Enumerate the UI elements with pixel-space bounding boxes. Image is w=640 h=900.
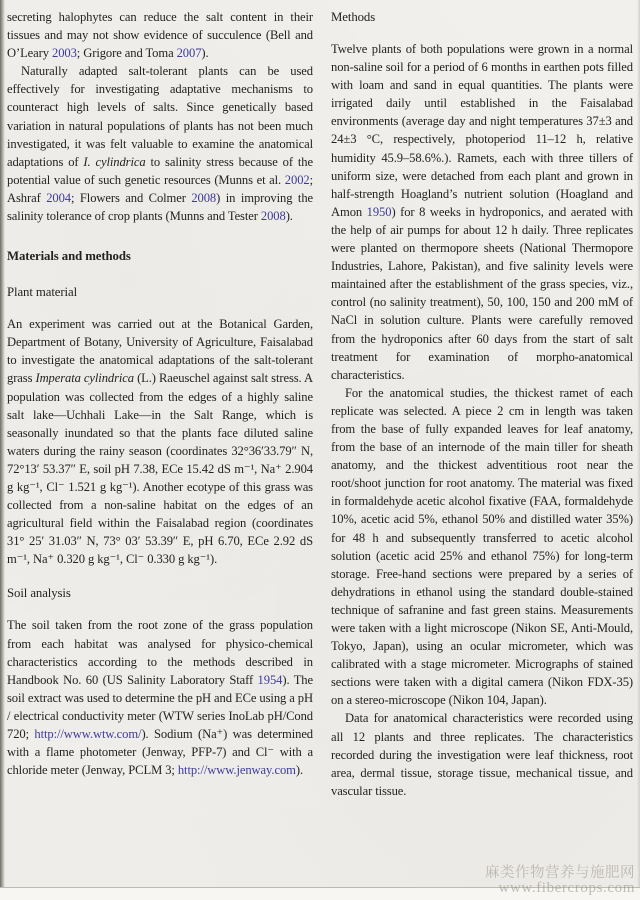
citation-link[interactable]: 1954 — [257, 672, 283, 687]
text-segment: Twelve plants of both populations were grown in a normal non-saline soil for a period of 6 months in earthen pots filled with loam and sand in equal quantities. The plants were irrigated daily until established in the Faisalabad environments (average day and night temperatures 37±3 and 24±3 °C, respectively, photoperiod 11–12 h, relative humidity 45.9–58.6%.). Ramets, each with three tillers of uniform size, were detached from each plant and grown in half-strength Hoagland’s nutrient solution (Hoagland and Amon — [331, 42, 633, 219]
paragraph-anatomical-studies — [331, 384, 633, 710]
text-segment: An experiment was carried out at the Botanical Garden, Department of Botany, University of Agriculture, Faisalabad to investigate the anatomical adaptations of the salt-tolerant grass — [7, 317, 313, 386]
text-segment: secreting halophytes can reduce the salt content in their tissues and may not show evidence of succulence (Bell and O’Leary — [7, 10, 313, 61]
citation-link[interactable]: 2002 — [284, 172, 310, 187]
paragraph-soil-analysis — [7, 616, 313, 779]
text-segment: For the anatomical studies, the thickest ramet of each replicate was selected. A piece 2 cm in length was taken from the base of fully expanded leaves for leaf anatomy, from the base of an internode of the main tiller for sheath anatomy, and the thickest adventitious root near the root/shoot junction for root anatomy. The material was fixed in formaldehyde acetic alcohol fixative (FAA, formaldehyde 10%, acetic acid 5%, ethanol 50% and distilled water 35%) for 48 h and subsequently transferred to acetic alcohol solution (acetic acid 25% and ethanol 75%) for long-term storage. Free-hand sections were prepared by a series of dehydrations in ethanol using the standard double-stained technique of safranine and fast green stains. Measurements were taken with a light microscope (Nikon SE, Anti-Mould, Tokyo, Japan), using an ocular micrometer, which was calibrated with a stage micrometer. Micrographs of stained sections were taken with a digital camera (Nikon FDX-35) on a stereo-microscope (Nikon 104, Japan). — [331, 385, 633, 708]
text-segment: ) in improving the salinity tolerance of crop plants (Munns and Tester — [7, 190, 314, 224]
url-link[interactable]: http://www.wtw.com/ — [34, 727, 142, 741]
text-segment: Naturally adapted salt-tolerant plants can be used effectively for investigating adaptative mechanisms to counteract high levels of salts. Since genetically based variation in natural populations of plants has not been much investigated, it was felt valuable to examine the anatomical adaptations of — [7, 64, 313, 169]
text-segment: ). Sodium (Na⁺) was determined with a flame photometer (Jenway, PFP-7) and Cl⁻ with a chloride meter (Jenway, PCLM 3; — [7, 727, 314, 778]
scan-bottom-edge — [0, 887, 640, 900]
right-column — [331, 8, 633, 800]
citation-link[interactable]: 2003 — [52, 46, 77, 61]
subsection-heading-methods: Methods — [331, 10, 376, 24]
url-link[interactable]: http://www.jenway.com — [177, 763, 296, 778]
paragraph-naturally-adapted — [7, 62, 313, 225]
citation-link[interactable]: 2007 — [176, 46, 202, 61]
subsection-heading-plant-material: Plant material — [7, 285, 78, 300]
text-segment: The soil taken from the root zone of the grass population from each habitat was analysed for physico-chemical characteristics according to the methods described in Handbook No. 60 (US Salinity Laboratory Staff — [7, 618, 313, 687]
text-segment: ; Flowers and Colmer — [70, 190, 192, 205]
scan-left-edge-shadow — [0, 0, 5, 900]
text-segment: to salinity stress because of the potential value of such genetic resources (Munns et al. — [7, 154, 313, 187]
citation-link[interactable]: 2008 — [191, 190, 217, 205]
citation-link[interactable]: 2004 — [46, 190, 71, 205]
watermark-chinese-text: 麻类作物营养与施肥网 — [485, 865, 635, 881]
paragraph-experiment-plant-material — [7, 315, 313, 568]
paragraph-methods-growth-conditions — [331, 40, 633, 384]
text-segment: ). — [295, 763, 303, 778]
section-heading-materials-and-methods: Materials and methods — [7, 249, 131, 264]
paragraph-secreting-halophytes — [7, 8, 313, 62]
left-column — [7, 8, 313, 779]
paragraph-data-recording — [331, 709, 633, 799]
text-segment: ; Grigore and Toma — [76, 46, 177, 61]
text-segment: ). — [201, 46, 209, 61]
citation-link[interactable]: 2008 — [260, 209, 286, 224]
citation-link[interactable]: 1950 — [366, 204, 392, 219]
italic-text: Imperata cylindrica — [35, 371, 134, 386]
subsection-heading-soil-analysis: Soil analysis — [7, 586, 71, 601]
text-segment: (L.) Raeuschel against salt stress. A population was collected from the edges of a highly saline salt lake—Uchhali Lake—in the Salt Range, which is seasonally inundated so that the plants face diluted saline waters during the rainy season (coordinates 32°36′33.79″ N, 72°13′ 53.37″ E, soil pH 7.38, ECe 15.42 dS m⁻¹, Na⁺ 2.904 g kg⁻¹, Cl⁻ 1.521 g kg⁻¹). Another ecotype of this grass was collected from a non-saline habitat on the edges of an agricultural field within the Faisalabad region (coordinates 31° 25′ 31.03″ N, 73° 03′ 53.39″ E, pH 6.70, ECe 2.92 dS m⁻¹, Na⁺ 0.320 g kg⁻¹, Cl⁻ 0.330 g kg⁻¹). — [7, 371, 313, 567]
text-segment: ). The soil extract was used to determine the pH and ECe using a pH / electrical conductivity meter (WTW series InoLab pH/Cond 720; — [7, 672, 313, 741]
text-segment: ; Ashraf — [7, 172, 313, 205]
text-segment: ). — [285, 209, 293, 224]
watermark-url-text: www.fibercrops.com — [498, 880, 635, 896]
text-segment: Data for anatomical characteristics were recorded using all 12 plants and three replicates. The characteristics recorded during the investigation were leaf thickness, root area, dermal tissue, storage tissue, mechanical tissue, and vascular tissue. — [331, 711, 633, 798]
text-segment: ) for 8 weeks in hydroponics, and aerated with the help of air pumps for about 12 h daily. Three replicates were planted on thermopore sheets (National Thermopore Industries, Lahore, Pakistan), and five salinity levels were maintained after the establishment of the grass species, viz., control (no salinity treatment), 50, 100, 150 and 200 mM of NaCl in solution culture. Plants were carefully removed from the hydroponics after 60 days from the start of salt treatment for examination of morpho-anatomical characteristics. — [331, 204, 633, 382]
italic-text: I. cylindrica — [83, 154, 146, 169]
